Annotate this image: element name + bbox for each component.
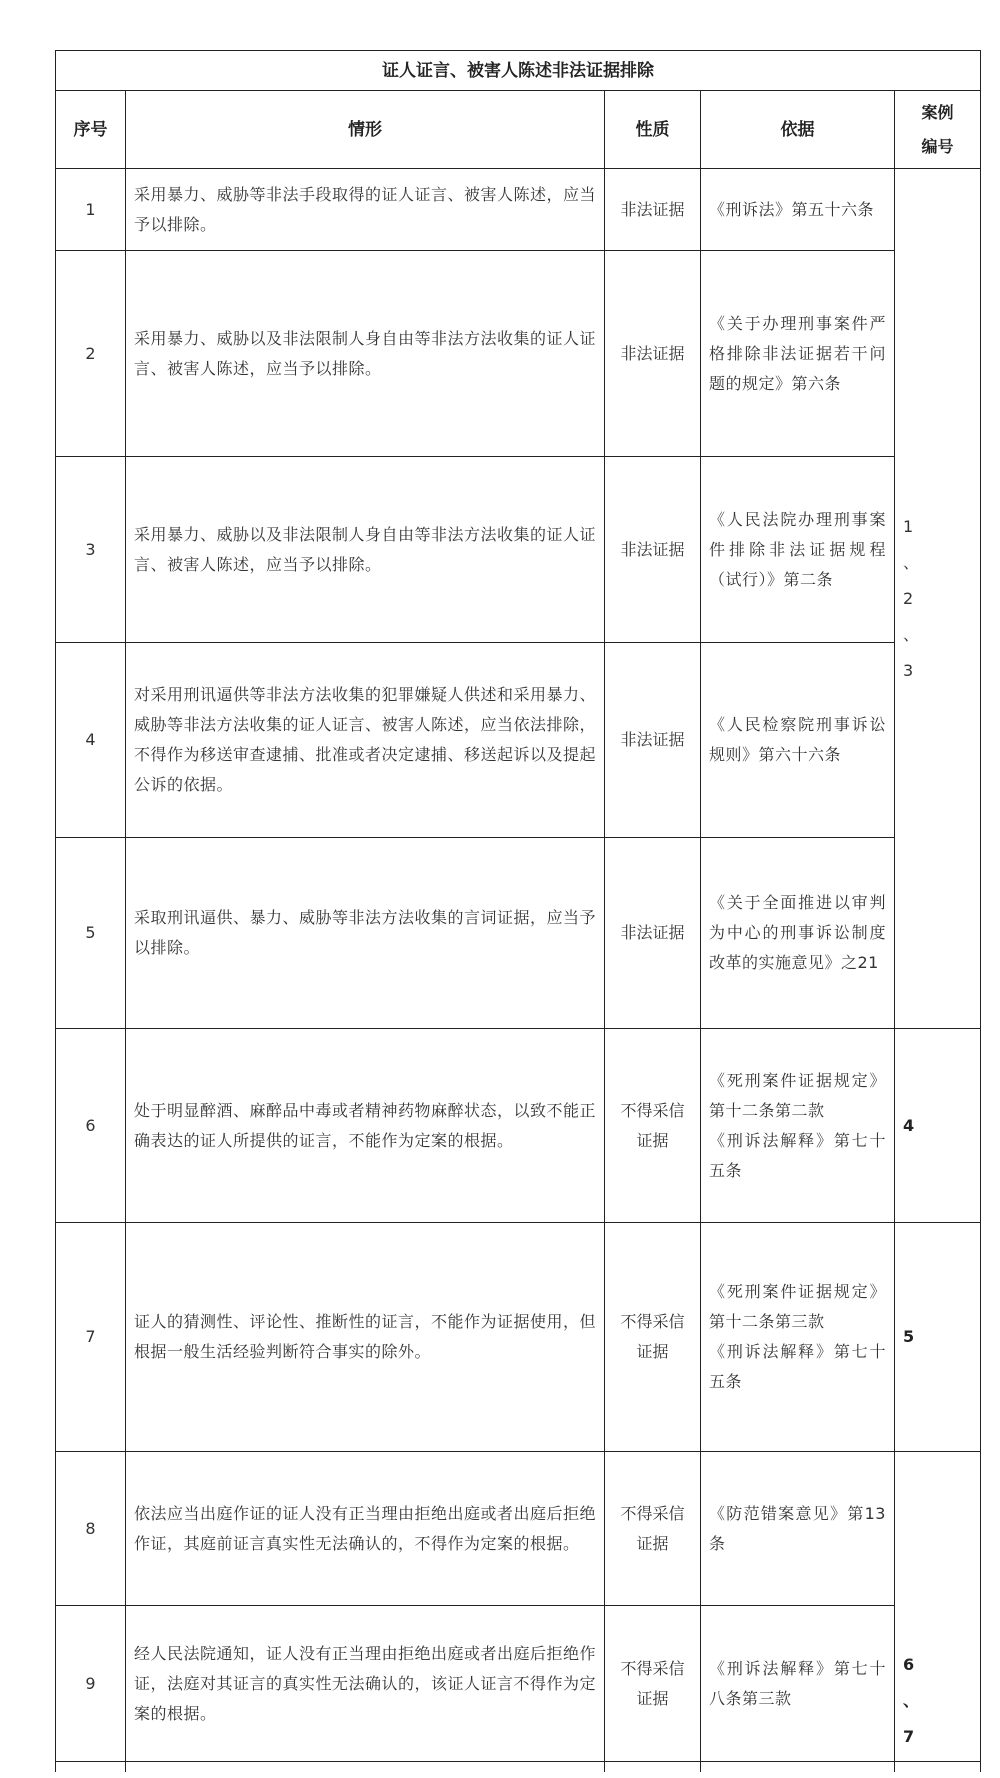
case-number-1-5: 1 、 2 、 3 — [895, 169, 981, 1029]
row-no: 1 — [56, 169, 126, 251]
row-situation: 采用暴力、威胁以及非法限制人身自由等非法方法收集的证人证言、被害人陈述，应当予以排除。 — [126, 251, 605, 457]
row-basis: 《关于办理刑事案件严格排除非法证据若干问题的规定》第六条 — [701, 251, 895, 457]
row-nature: 非法证据 — [605, 169, 701, 251]
table-row — [56, 1223, 981, 1452]
header-case-no: 案例 编号 — [895, 91, 981, 169]
evidence-exclusion-table — [55, 50, 981, 1772]
row-nature: 非法证据 — [605, 838, 701, 1029]
continuation-cell — [895, 1762, 981, 1773]
row-situation: 证人的猜测性、评论性、推断性的证言，不能作为证据使用，但根据一般生活经验判断符合事实的除外。 — [126, 1223, 605, 1452]
row-basis: 《人民法院办理刑事案件排除非法证据规程（试行）》第二条 — [701, 457, 895, 643]
row-situation: 经人民法院通知，证人没有正当理由拒绝出庭或者出庭后拒绝作证，法庭对其证言的真实性无法确认的，该证人证言不得作为定案的根据。 — [126, 1606, 605, 1762]
row-nature: 非法证据 — [605, 251, 701, 457]
row-no: 4 — [56, 643, 126, 838]
continuation-cell — [56, 1762, 126, 1773]
row-basis: 《防范错案意见》第13条 — [701, 1452, 895, 1606]
header-situation: 情形 — [126, 91, 605, 169]
table-title-row — [56, 51, 981, 91]
row-nature: 不得采信证据 — [605, 1606, 701, 1762]
row-no: 9 — [56, 1606, 126, 1762]
continuation-cell — [605, 1762, 701, 1773]
table-row — [56, 457, 981, 643]
row-basis: 《刑诉法解释》第七十八条第三款 — [701, 1606, 895, 1762]
row-nature: 不得采信证据 — [605, 1029, 701, 1223]
row-no: 8 — [56, 1452, 126, 1606]
case-number-7: 5 — [895, 1223, 981, 1452]
row-situation: 对采用刑讯逼供等非法方法收集的犯罪嫌疑人供述和采用暴力、威胁等非法方法收集的证人证言、被害人陈述，应当依法排除，不得作为移送审查逮捕、批准或者决定逮捕、移送起诉以及提起公诉的依据。 — [126, 643, 605, 838]
table-row — [56, 1606, 981, 1762]
row-no: 3 — [56, 457, 126, 643]
case-number-8-9: 6 、 7 — [895, 1452, 981, 1762]
table-header-row — [56, 91, 981, 169]
row-situation: 采用暴力、威胁等非法手段取得的证人证言、被害人陈述，应当予以排除。 — [126, 169, 605, 251]
case-number-6: 4 — [895, 1029, 981, 1223]
table-title: 证人证言、被害人陈述非法证据排除 — [56, 51, 981, 91]
table-row — [56, 1029, 981, 1223]
row-no: 5 — [56, 838, 126, 1029]
table-row-continuation — [56, 1762, 981, 1773]
row-basis: 《刑诉法》第五十六条 — [701, 169, 895, 251]
table-row — [56, 169, 981, 251]
header-basis: 依据 — [701, 91, 895, 169]
row-basis: 《死刑案件证据规定》第十二条第二款 《刑诉法解释》第七十五条 — [701, 1029, 895, 1223]
row-situation: 采取刑讯逼供、暴力、威胁等非法方法收集的言词证据，应当予以排除。 — [126, 838, 605, 1029]
row-no: 2 — [56, 251, 126, 457]
continuation-cell — [126, 1762, 605, 1773]
row-basis: 《死刑案件证据规定》第十二条第三款 《刑诉法解释》第七十五条 — [701, 1223, 895, 1452]
row-no: 6 — [56, 1029, 126, 1223]
row-situation: 依法应当出庭作证的证人没有正当理由拒绝出庭或者出庭后拒绝作证，其庭前证言真实性无法确认的，不得作为定案的根据。 — [126, 1452, 605, 1606]
row-nature: 非法证据 — [605, 643, 701, 838]
row-nature: 不得采信证据 — [605, 1223, 701, 1452]
row-no: 7 — [56, 1223, 126, 1452]
table-row — [56, 251, 981, 457]
table-row — [56, 643, 981, 838]
row-situation: 处于明显醉酒、麻醉品中毒或者精神药物麻醉状态，以致不能正确表达的证人所提供的证言，不能作为定案的根据。 — [126, 1029, 605, 1223]
row-nature: 非法证据 — [605, 457, 701, 643]
row-basis: 《关于全面推进以审判为中心的刑事诉讼制度改革的实施意见》之21 — [701, 838, 895, 1029]
table-row — [56, 838, 981, 1029]
header-no: 序号 — [56, 91, 126, 169]
row-basis: 《人民检察院刑事诉讼规则》第六十六条 — [701, 643, 895, 838]
row-situation: 采用暴力、威胁以及非法限制人身自由等非法方法收集的证人证言、被害人陈述，应当予以排除。 — [126, 457, 605, 643]
continuation-cell — [701, 1762, 895, 1773]
table-row — [56, 1452, 981, 1606]
header-nature: 性质 — [605, 91, 701, 169]
row-nature: 不得采信证据 — [605, 1452, 701, 1606]
